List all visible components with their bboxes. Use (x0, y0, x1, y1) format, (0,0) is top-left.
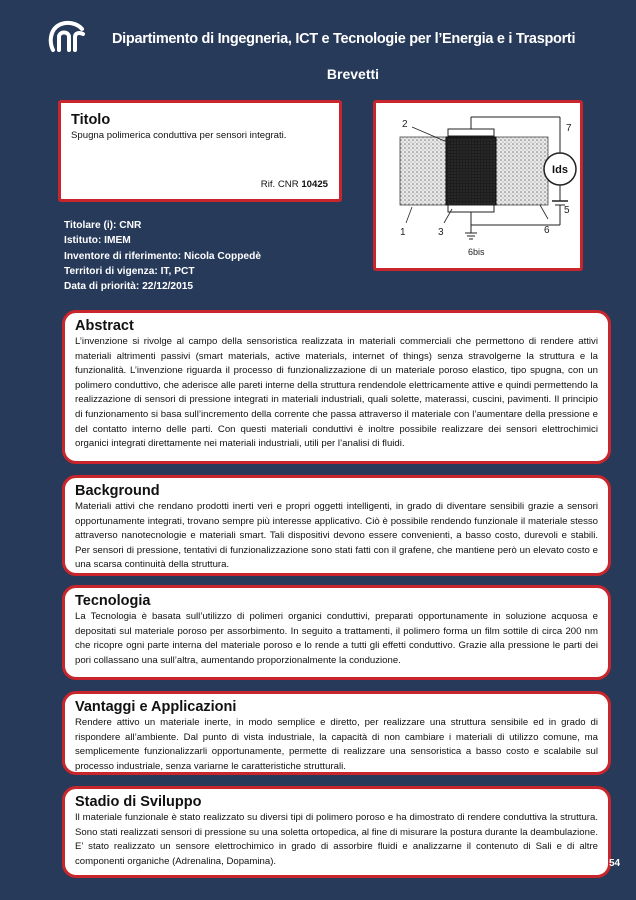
meta-istituto: Istituto: IMEM (64, 235, 131, 247)
rif-prefix: Rif. CNR (260, 179, 302, 190)
patent-figure (373, 100, 583, 271)
figure-label-6bis: 6bis (468, 247, 485, 257)
titolo-text: Spugna polimerica conduttiva per sensori integrati. (71, 130, 287, 141)
figure-label-5: 5 (564, 205, 570, 216)
figure-label-6: 6 (544, 225, 550, 236)
rif-cnr (261, 179, 328, 190)
background-text: Materiali attivi che rendano prodotti inerti veri e propri oggetti intelligenti, in grado di diventare sensibili grazie a sensori opportunamente integrati, trovano sempre più interesse applicativo. Ciò è possibile rendendo funzionale il materiale stesso attraverso nanotecnologie e materiali smart. Tali dispositivi devono essere convenienti, a basso costo, durevoli e stabili. Per sensori di pressione, tentativi di funzionalizzazione sono stati fatti con il grafene, che mantiene però un elevato costo e una scarsa continuità della struttura. (75, 501, 598, 571)
section-title: Brevetti (326, 66, 380, 82)
tecnologia-card (62, 585, 611, 680)
abstract-text: L’invenzione si rivolge al campo della sensoristica realizzata in materiali commerciali che permettono di rendere attivi materiali altrimenti passivi (smart materials, active materials, internet of things) senza stravolgerne la struttura e la funzionalità. L’invenzione riguarda il processo di funzionalizzazione di un materiale poroso elastico, tipo spugna, con un polimero conduttivo, che aderisce alle pareti interne della struttura rendendole elettricamente attive e quindi permettendo la realizzazione di sensori di pressione integrati in materiali industriali, quali solette, materassi, cuscini, pavimenti. Il principio di funzionamento si basa sull’incremento della corrente che passa attraverso il materiale con l’aumentare della pressione e del contatto interno delle parti. Con questi materiali conduttivi è inoltre possibile realizzare dei sensori elettrochimici organici integrati direttamente nei materiali industriali, utili per l’analisi di fluidi. (75, 336, 598, 450)
abstract-heading: Abstract (75, 318, 134, 334)
titolo-heading: Titolo (71, 112, 111, 128)
stadio-heading: Stadio di Sviluppo (75, 794, 202, 810)
page-number: 54 (609, 858, 621, 869)
department-title: Dipartimento di Ingegneria, ICT e Tecnologie per l’Energia e i Trasporti (112, 31, 576, 47)
background-heading: Background (75, 483, 160, 499)
abstract-card (62, 310, 611, 464)
vantaggi-heading: Vantaggi e Applicazioni (75, 699, 237, 715)
tecnologia-text: La Tecnologia è basata sull’utilizzo di polimeri organici conduttivi, preparati opportunamente in soluzione acquosa e depositati sul materiale poroso per assorbimento. In seguito a trattamenti, il polimero forma un film sottile di circa 200 nm che ricopre ogni parte interna del materiale poroso e lo rende a tutti gli effetti conduttivo. Grazie alla pressione le parti dei pori collassano una sull’altra, aumentando proporzionalmente la conduzione. (75, 611, 598, 666)
vantaggi-text: Rendere attivo un materiale inerte, in modo semplice e diretto, per realizzare una struttura sensibile ed in grado di rispondere all’ambiente. Dal punto di vista industriale, la capacità di non cambiare i materiali di utilizzo comune, ma semplicemente funzionalizzarli opportunamente, permette di realizzare una sensoristica a basso costo e scalabile sul processo industriale, senza variarne le caratteristiche strutturali. (75, 717, 598, 772)
patent-metadata (64, 218, 364, 294)
meta-titolare: Titolare (i): CNR (64, 220, 142, 231)
cnr-logo-icon (47, 20, 89, 54)
figure-label-3: 3 (438, 227, 444, 238)
tecnologia-heading: Tecnologia (75, 593, 151, 609)
stadio-card (62, 786, 611, 878)
sensor-schematic-drawing (376, 103, 580, 268)
figure-label-ids: Ids (552, 164, 568, 176)
figure-label-7: 7 (566, 123, 572, 134)
vantaggi-card (62, 691, 611, 775)
background-card (62, 475, 611, 576)
meta-inventore: Inventore di riferimento: Nicola Coppedè (64, 250, 261, 262)
titolo-card (58, 100, 342, 202)
meta-territori: Territori di vigenza: IT, PCT (64, 265, 195, 277)
figure-label-2: 2 (402, 119, 408, 130)
meta-data-priorita: Data di priorità: 22/12/2015 (64, 281, 194, 293)
figure-label-1: 1 (400, 227, 406, 238)
stadio-text: Il materiale funzionale è stato realizzato su diversi tipi di polimero poroso e ha dimostrato di rendere conduttiva la struttura. Sono stati realizzati sensori di pressione su una soletta ortopedica, al fine di misurare la postura durante la deambulazione. E’ stato realizzato un sensore elettrochimico in grado di assorbire fluidi e analizzarne il contenuto di Sali e di altre componenti organiche (Adrenalina, Dopamina). (75, 812, 598, 867)
rif-number: 10425 (301, 179, 328, 190)
